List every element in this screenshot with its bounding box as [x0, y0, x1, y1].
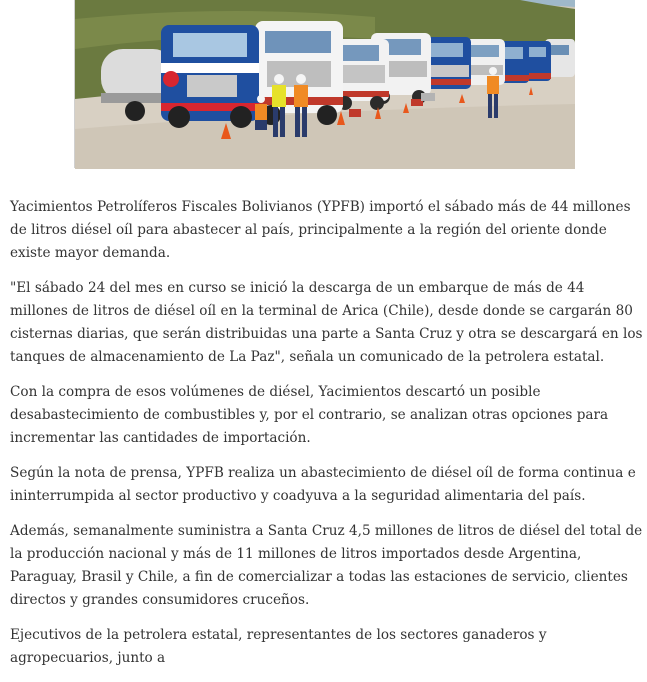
article-paragraph-3: Con la compra de esos volúmenes de diésel, Yacimientos descartó un posible desabastecimiento de combustibles y, por el contrario, se analizan otras opciones para incrementar las cantidades de importación. — [10, 384, 609, 446]
tanker-trucks-photo — [75, 0, 575, 169]
article-paragraph-4: Según la nota de prensa, YPFB realiza un abastecimiento de diésel oíl de forma continua e ininterrumpida al sector productivo y coadyuva a la seguridad alimentaria del país. — [10, 465, 636, 504]
red-equipment-box — [349, 109, 361, 117]
article-paragraph-6: Ejecutivos de la petrolera estatal, representantes de los sectores ganaderos y agropecuarios, junto a — [10, 627, 547, 666]
article-paragraph-1: Yacimientos Petrolíferos Fiscales Bolivianos (YPFB) importó el sábado más de 44 millones de litros diésel oíl para abastecer al país, principalmente a la región del oriente donde existe mayor demanda. — [10, 199, 631, 261]
grey-equipment — [421, 93, 435, 101]
article-body — [10, 196, 644, 682]
truck-far-1 — [425, 37, 471, 89]
article-paragraph-2: "El sábado 24 del mes en curso se inició la descarga de un embarque de más de 44 millones de litros de diésel oíl en la terminal de Arica (Chile), desde donde se cargarán 80 cisternas diarias, que serán distribuidas una parte a Santa Cruz y otra se descargará en los tanques de almacenamiento de La Paz", señala un comunicado de la petrolera estatal. — [10, 280, 643, 365]
article-paragraph-5: Además, semanalmente suministra a Santa Cruz 4,5 millones de litros de diésel del total de la producción nacional y más de 11 millones de litros importados desde Argentina, Paraguay, Brasil y Chile, a fin de comercializar a todas las estaciones de servicio, clientes directos y grandes consumidores cruceños. — [10, 523, 643, 608]
article-photo — [74, 0, 574, 168]
